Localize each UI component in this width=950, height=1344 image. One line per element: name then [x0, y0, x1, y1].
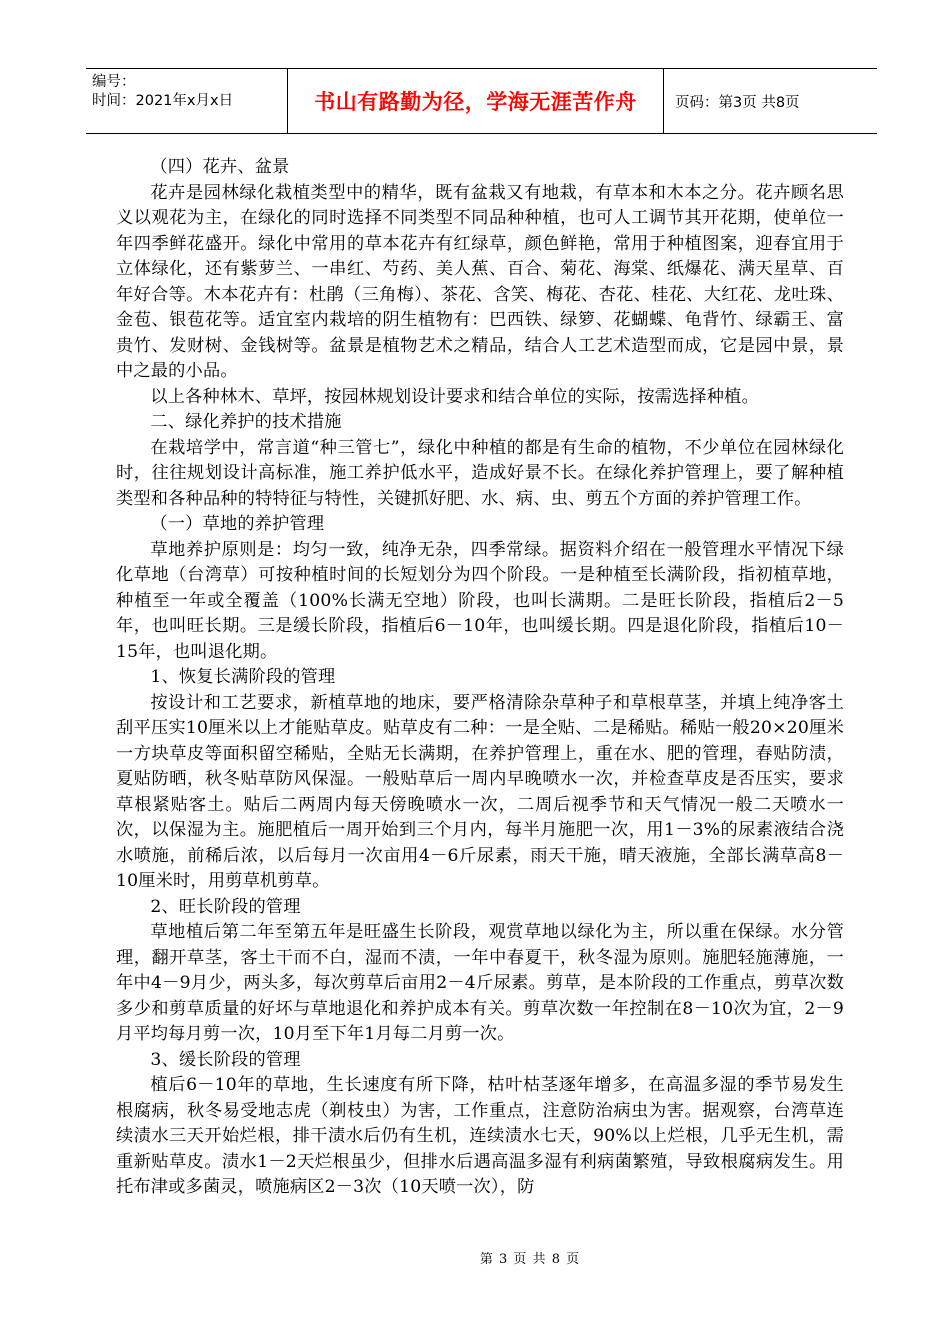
subheading-stage-1: 1、恢复长满阶段的管理	[150, 667, 336, 687]
paragraph-stage-3: 植后6－10年的草地，生长速度有所下降，枯叶枯茎逐年增多，在高温多湿的季节易发生根腐病，秋冬易受地志虎（剃枝虫）为害，工作重点，注意防治病虫为害。据观察，台湾草连续渍水三天开始烂根，排干渍水后仍有生机，连续渍水七天，90%以上烂根，几乎无生机，需重新贴草皮。渍水1－2天烂根虽少，但排水后遇高温多湿有利病菌繁殖，导致根腐病发生。用托布津或多菌灵，喷施病区2－3次（10天喷一次），防	[116, 1075, 844, 1197]
section-heading-lawn: （一）草地的养护管理	[150, 514, 325, 534]
footer-page-number: 第 3 页 共 8 页	[479, 1252, 581, 1267]
document-number-label: 编号：	[92, 74, 136, 90]
paragraph-summary: 以上各种林木、草坪，按园林规划设计要求和结合单位的实际，按需选择种植。	[150, 386, 759, 407]
paragraph-lawn-principles: 草地养护原则是：均匀一致，纯净无杂，四季常绿。据资料介绍在一般管理水平情况下绿化草地（台湾草）可按种植时间的长短划分为四个阶段。一是种植至长满阶段，指初植草地，种植至一年或全覆盖（100%长满无空地）阶段，也叫长满期。二是旺长阶段，指植后2－5年，也叫旺长期。三是缓长阶段，指植后6－10年，也叫缓长期。四是退化阶段，指植后10－15年，也叫退化期。	[116, 539, 844, 662]
header-page-cell	[663, 69, 877, 133]
section-heading-maintenance: 二、绿化养护的技术措施	[150, 412, 342, 432]
section-heading-flowers: （四）花卉、盆景	[150, 157, 290, 177]
header-motto-cell	[287, 69, 664, 133]
header-table	[86, 68, 877, 134]
page-footer	[0, 1248, 950, 1267]
subheading-stage-2: 2、旺长阶段的管理	[150, 896, 301, 917]
subheading-stage-3: 3、缓长阶段的管理	[150, 1049, 301, 1070]
header-motto: 书山有路勤为径，学海无涯苦作舟	[314, 90, 637, 114]
paragraph-maintenance-intro: 在栽培学中，常言道“种三管七”，绿化中种植的都是有生命的植物，不少单位在园林绿化时，往往规划设计高标准，施工养护低水平，造成好景不长。在绿化养护管理上，要了解种植类型和各种品种的特特征与特性，关键抓好肥、水、病、虫、剪五个方面的养护管理工作。	[116, 437, 844, 509]
paragraph-flowers: 花卉是园林绿化栽植类型中的精华，既有盆栽又有地栽，有草本和木本之分。花卉顾名思义以观花为主，在绿化的同时选择不同类型不同品种种植，也可人工调节其开花期，使单位一年四季鲜花盛开。绿化中常用的草本花卉有红绿草，颜色鲜艳，常用于种植图案，迎春宜用于立体绿化，还有紫萝兰、一串红、芍药、美人蕉、百合、菊花、海棠、纸爆花、满天星草、百年好合等。木本花卉有：杜鹃（三角梅）、茶花、含笑、梅花、杏花、桂花、大红花、龙吐珠、金苞、银苞花等。适宜室内栽培的阴生植物有：巴西铁、绿箩、花蝴蝶、龟背竹、绿霸王、富贵竹、发财树、金钱树等。盆景是植物艺术之精品，结合人工艺术造型而成，它是园中景，景中之最的小品。	[116, 182, 844, 381]
header-meta	[86, 69, 286, 133]
paragraph-stage-1: 按设计和工艺要求，新植草地的地床，要严格清除杂草种子和草根草茎，并填上纯净客土刮平压实10厘米以上才能贴草皮。贴草皮有二种：一是全贴、二是稀贴。稀贴一般20×20厘米一方块草皮等面积留空稀贴，全贴无长满期，在养护管理上，重在水、肥的管理，春贴防渍，夏贴防晒，秋冬贴草防风保湿。一般贴草后一周内早晚喷水一次，并检查草皮是否压实，要求草根紧贴客土。贴后二两周内每天傍晚喷水一次，二周后视季节和天气情况一般二天喷水一次，以保湿为主。施肥植后一周开始到三个月内，每半月施肥一次，用1－3%的尿素液结合浇水喷施，前稀后浓，以后每月一次亩用4－6斤尿素，雨天干施，晴天液施，全部长满草高8－10厘米时，用剪草机剪草。	[116, 692, 844, 891]
header-page-number: 页码：第3页 共8页	[675, 94, 800, 111]
document-body	[116, 155, 844, 1201]
document-date-label: 时间：2021年x月x日	[92, 93, 234, 109]
paragraph-stage-2: 草地植后第二年至第五年是旺盛生长阶段，观赏草地以绿化为主，所以重在保绿。水分管理，翻开草茎，客土干而不白，湿而不渍，一年中春夏干，秋冬湿为原则。施肥轻施薄施，一年中4－9月少，两头多，每次剪草后亩用2－4斤尿素。剪草，是本阶段的工作重点，剪草次数多少和剪草质量的好坏与草地退化和养护成本有关。剪草次数一年控制在8－10次为宜，2－9月平均每月剪一次，10月至下年1月每二月剪一次。	[116, 922, 844, 1044]
